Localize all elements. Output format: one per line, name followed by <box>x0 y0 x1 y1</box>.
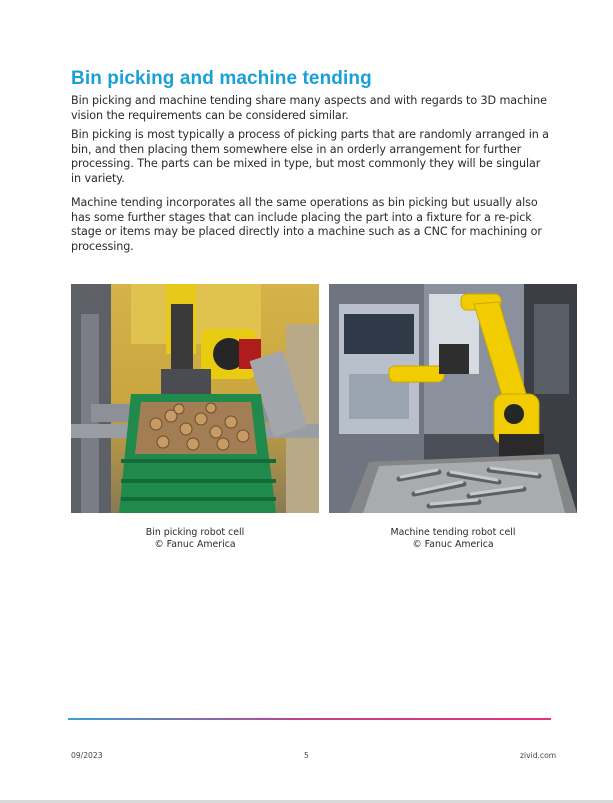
caption-title: Bin picking robot cell <box>145 527 245 538</box>
footer-divider <box>68 718 551 720</box>
caption-title: Machine tending robot cell <box>390 527 516 538</box>
page-number: 5 <box>304 751 309 760</box>
figure-caption-bin-picking <box>71 527 319 552</box>
bin-picking-paragraph: Bin picking is most typically a process of picking parts that are randomly arranged in a bin, and then placing them somewhere else in an orderly arrangement for further processing. The parts can be mixed in type, but most commonly they will be singular in variety. <box>71 128 549 185</box>
caption-credit: © Fanuc America <box>154 539 236 551</box>
footer-website-link[interactable]: zivid.com <box>520 751 557 760</box>
intro-paragraph: Bin picking and machine tending share many aspects and with regards to 3D machine vision the requirements can be considered similar. <box>71 94 547 122</box>
bin-picking-photo <box>71 284 319 513</box>
footer-date: 09/2023 <box>71 751 103 760</box>
section-heading: Bin picking and machine tending <box>71 68 372 89</box>
machine-tending-paragraph: Machine tending incorporates all the same operations as bin picking but usually also has some further stages that can include placing the part into a fixture for a re-pick stage or items may be placed directly into a machine such as a CNC for machining or processing. <box>71 196 542 253</box>
caption-credit: © Fanuc America <box>412 539 494 551</box>
figure-caption-machine-tending <box>329 527 577 552</box>
machine-tending-photo <box>329 284 577 513</box>
